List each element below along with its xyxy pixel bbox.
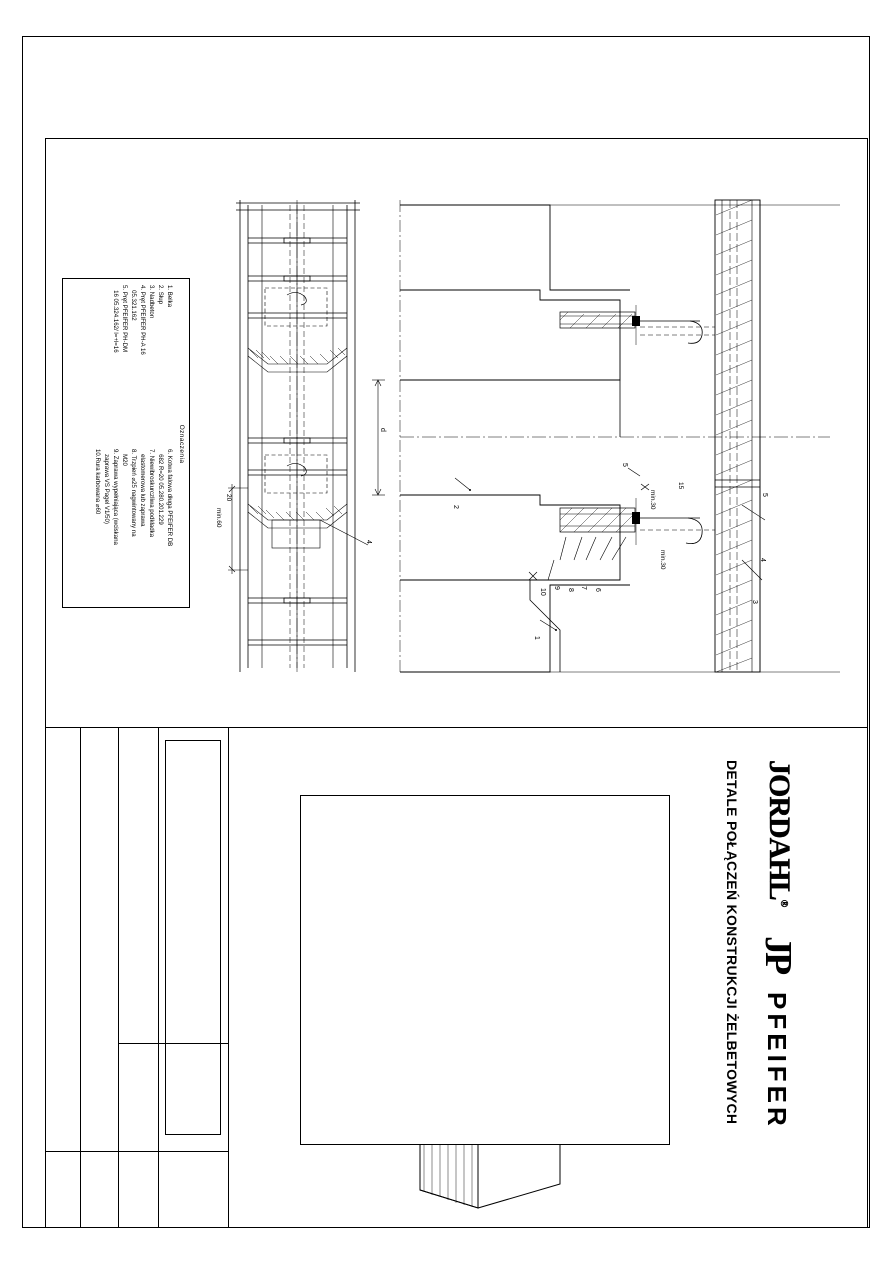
legend-column-right bbox=[93, 449, 174, 603]
dimension-min-60: min.60 bbox=[215, 508, 222, 528]
legend-column-left bbox=[93, 285, 174, 439]
title-block-inner-box bbox=[165, 740, 221, 1135]
legend-item: 7. Niewibroskurczliwa podkładka bbox=[147, 449, 155, 538]
legend-item: 2. Słup bbox=[156, 285, 164, 304]
callout-2: 2 bbox=[452, 505, 459, 509]
logo-jordahl-text: JORDAHL bbox=[763, 760, 796, 900]
legend-item: 6. Kotwa falowa długa PFEIFER DB bbox=[165, 449, 173, 547]
title-block-row-divider-2 bbox=[45, 1151, 228, 1152]
callout-7: 7 bbox=[580, 586, 587, 590]
dimension-20: 20 bbox=[225, 494, 232, 502]
callout-10: 10 bbox=[539, 588, 546, 596]
legend-item: 1. Belka bbox=[165, 285, 173, 308]
logo-jordahl bbox=[762, 760, 796, 906]
dimension-d: d bbox=[379, 428, 386, 432]
legend-item: 4. Pręt PFEIFER PH-A 16 bbox=[138, 285, 146, 355]
callout-3: 3 bbox=[751, 600, 758, 604]
callout-5b: 5 bbox=[761, 493, 768, 497]
callout-9: 9 bbox=[553, 586, 560, 590]
legend-item: M20 bbox=[120, 449, 128, 466]
legend-item: 682 R=20 05.280.201.229 bbox=[156, 449, 164, 525]
logo-jp: JP bbox=[757, 936, 799, 973]
legend-item: 3. Nadbeton bbox=[147, 285, 155, 319]
legend-item: 05.321.162 bbox=[129, 285, 137, 321]
title-block-divider-4 bbox=[228, 727, 229, 1228]
logo-pfeifer: PFEIFER bbox=[762, 992, 792, 1130]
callout-4-plan: 4 bbox=[365, 540, 372, 544]
callout-8: 8 bbox=[567, 588, 574, 592]
dimension-min-30-lower: min.30 bbox=[659, 550, 666, 570]
legend-box bbox=[62, 278, 190, 608]
registered-mark-icon: ® bbox=[778, 899, 789, 907]
legend-item: zaprawa VS Pagel V1/50) bbox=[102, 449, 110, 524]
dimension-min-30-upper: min.30 bbox=[649, 490, 656, 510]
legend-item: 5. Pręt PFEIFER PH-DM bbox=[120, 285, 128, 353]
logo-block bbox=[730, 760, 800, 1180]
title-block-divider-3 bbox=[158, 727, 159, 1228]
title-block-divider-2 bbox=[118, 727, 119, 1228]
dimension-15: 15 bbox=[677, 482, 684, 490]
legend-item: 16 05.324.162/ l=+l=16 bbox=[111, 285, 119, 353]
legend-item: 10.Rura karbowana ⌀60 bbox=[93, 449, 101, 515]
legend-item: 8. Trzpień ⌀25 nagwintowany na bbox=[129, 449, 137, 537]
callout-1: 1 bbox=[533, 636, 540, 640]
callout-5: 5 bbox=[621, 463, 628, 467]
title-block-divider-1 bbox=[80, 727, 81, 1228]
callout-6: 6 bbox=[594, 588, 601, 592]
isometric-view-frame bbox=[300, 795, 670, 1145]
page-title: DETALE POŁĄCZEŃ KONSTRUKCJI ŻELBETOWYCH bbox=[724, 760, 740, 1125]
legend-item: 9. Zaprawa wypełniająca (wciskana bbox=[111, 449, 119, 545]
callout-4: 4 bbox=[759, 558, 766, 562]
title-block-separator bbox=[45, 727, 868, 728]
legend-title: Oznaczenia bbox=[178, 424, 185, 464]
legend-item: elastomerowa lub zaprawa bbox=[138, 449, 146, 527]
